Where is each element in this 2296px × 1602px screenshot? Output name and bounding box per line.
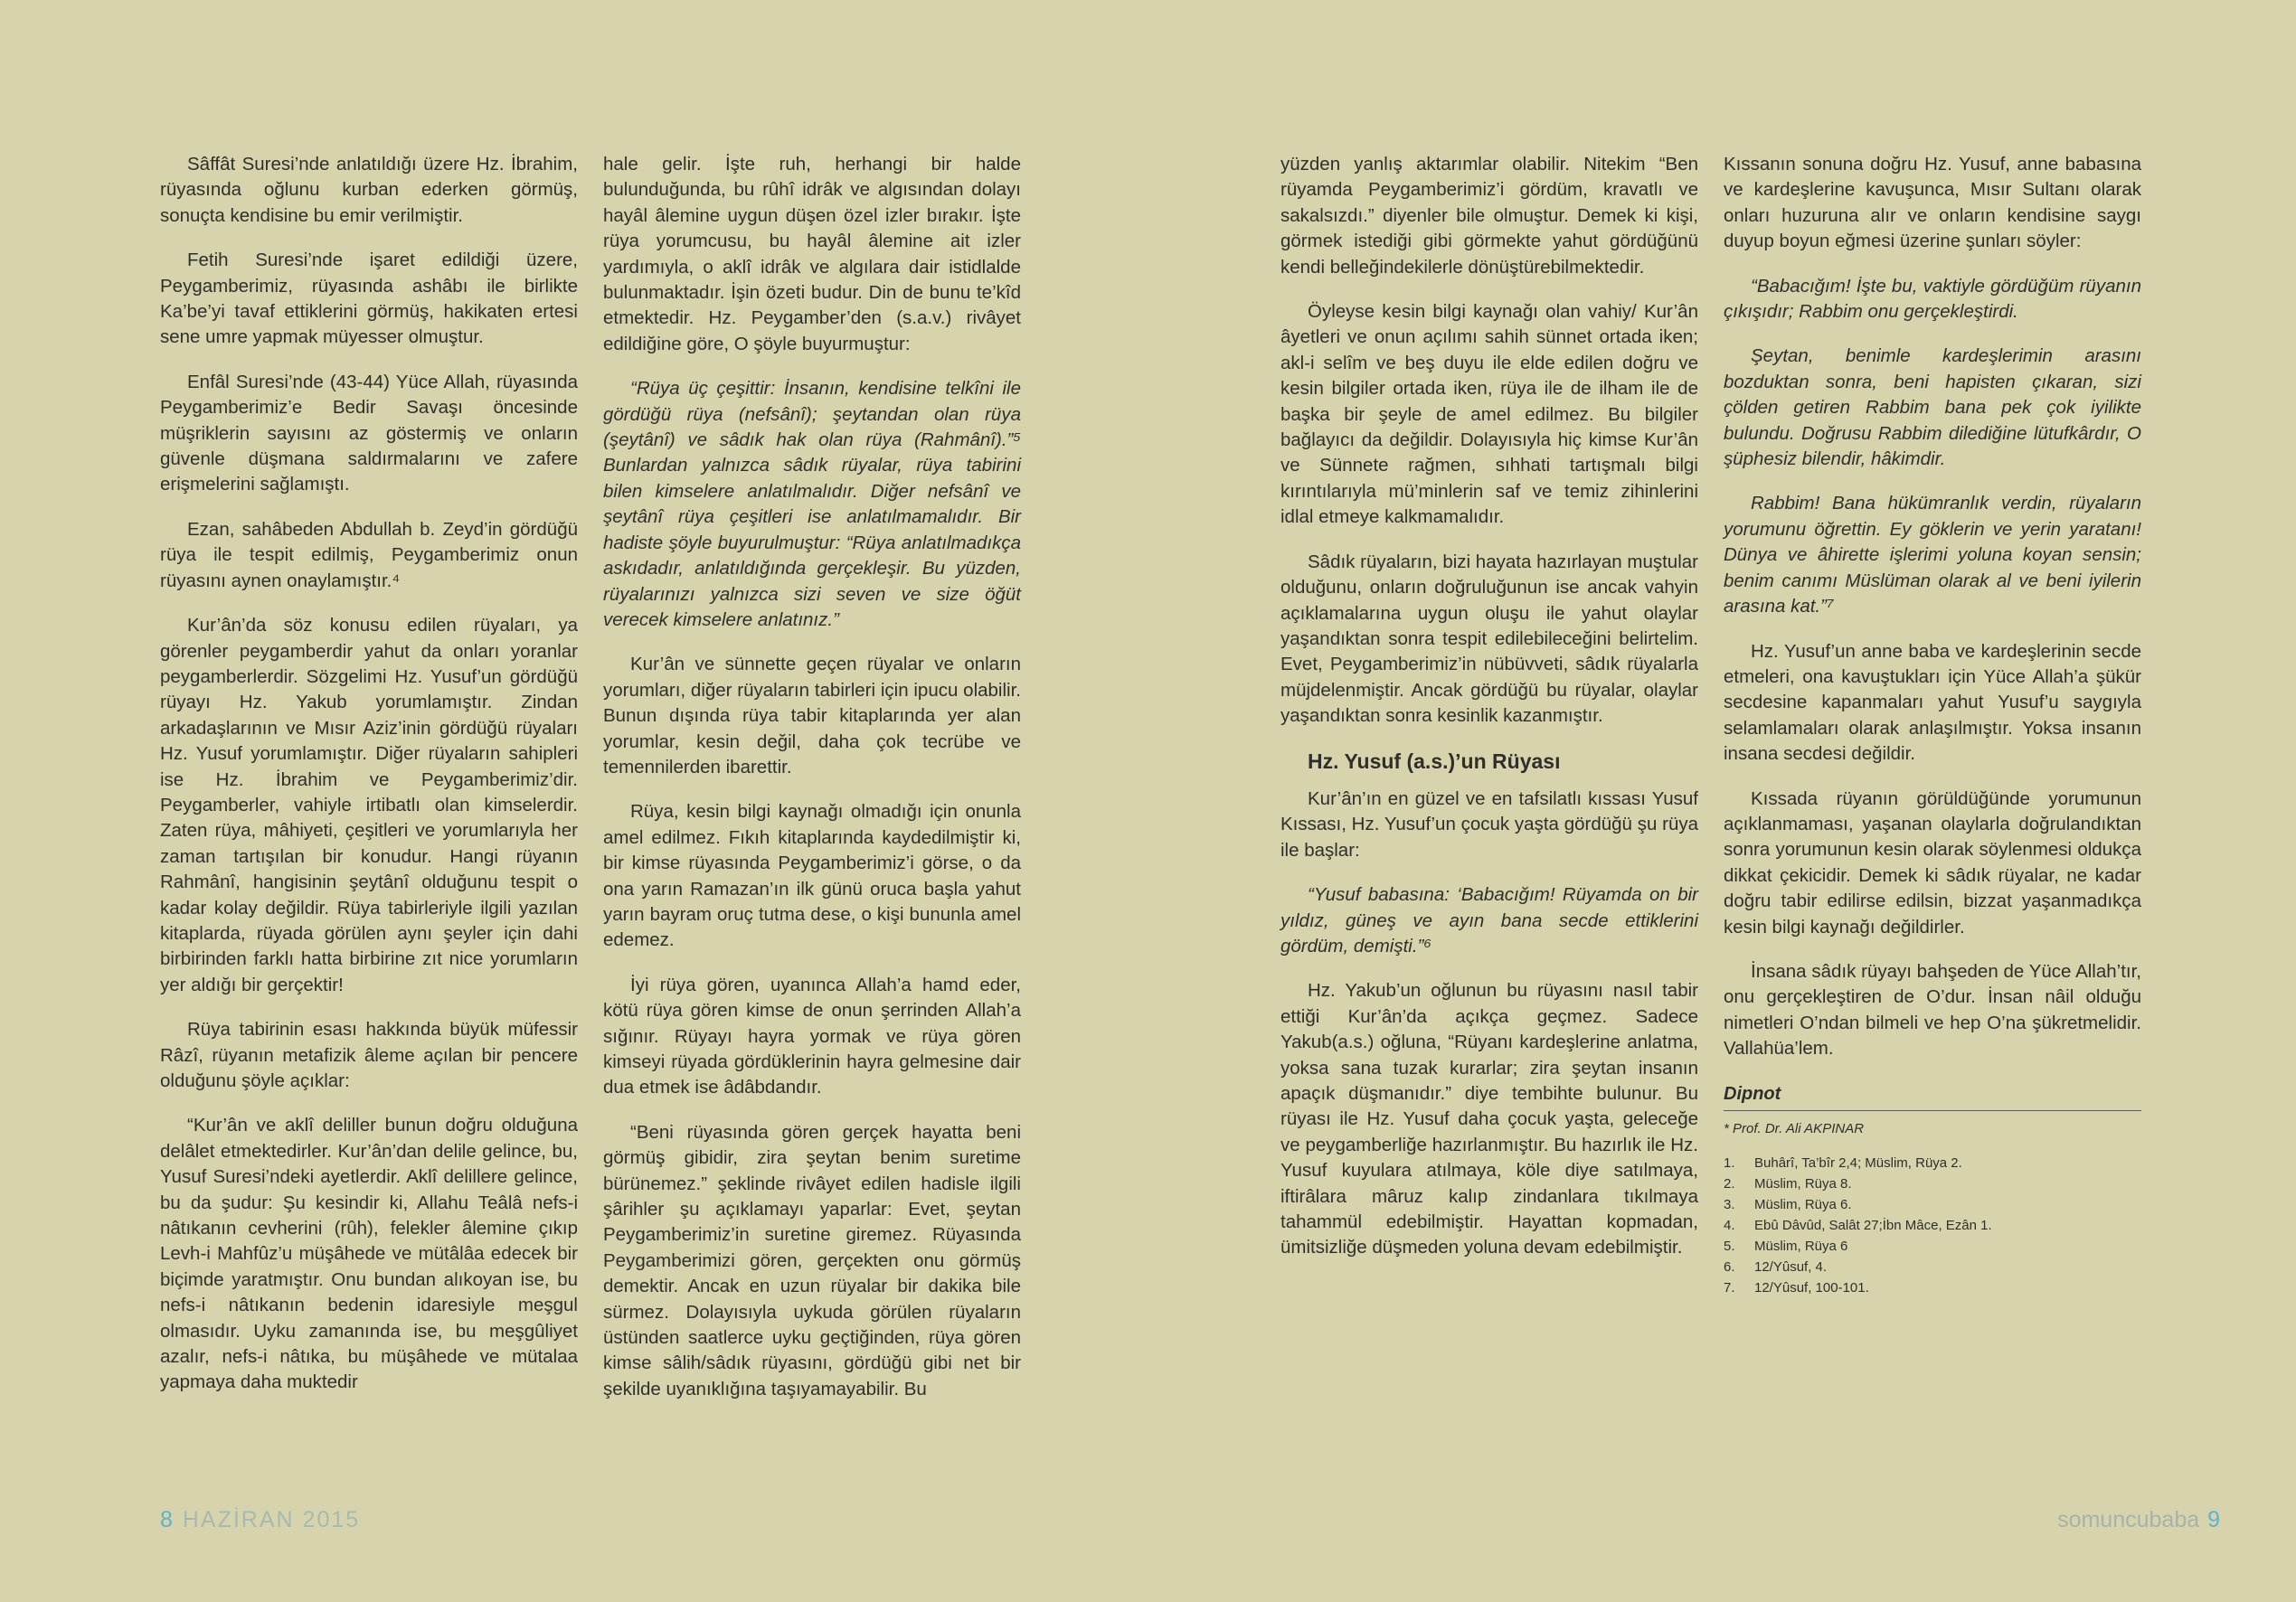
- column-4: [1724, 152, 2141, 1298]
- footnotes-divider: [1724, 1110, 2141, 1111]
- right-folio: [2057, 1507, 2222, 1533]
- left-folio: [160, 1507, 360, 1533]
- paragraph: Hz. Yakub’un oğlunun bu rüyasını nasıl tabir ettiği Kur’ân’da açıkça geçmez. Sadece Yakub(a.s.) oğluna, “Rüyanı kardeşlerine anlatma, yoksa sana tuzak kurarlar; zira şeytan insanın apaçık düşmanıdır.” diye tembihte bulunur. Bu rüyası ile Hz. Yusuf daha çocuk yaşta, geleceğe ve peygamberliğe hazırlanmıştır. Bu hazırlık ile Hz. Yusuf kuyulara atılmaya, köle diye satılmaya, iftirâlara mâruz kalıp zindanlara tıkılmaya tahammül edebilmiştir. Hayattan kopmadan, ümitsizliğe düşmeden yoluna devam edebilmiştir.: [1280, 980, 1698, 1258]
- paragraph: “Beni rüyasında gören gerçek hayatta beni görmüş gibidir, zira şeytan benim suretime bürünemez.” şeklinde rivâyet edilen hadisle ilgili şârihler şu açıklamayı yaparlar: Evet, şeytan Peygamberimiz’in suretine giremez. Rüyasında Peygamberimizi gören, gerçekten onu görmüş demektir. Ancak en uzun rüyalar bir dakika bile sürmez. Dolayısıyla uykuda görülen rüyaların üstünden saatlerce uyku geçtiğinden, rüya gören kimse sâlih/sâdık rüyasını, gördüğü gibi net bir şekilde uyanıklığına taşıyamayabilir. Bu: [603, 1121, 1021, 1399]
- paragraph: Kur’ân ve sünnette geçen rüyalar ve onların yorumları, diğer rüyaların tabirleri için ipucu olabilir. Bunun dışında rüya tabir kitaplarında yer alan yorumlar, kesin değil, daha çok tecrübe ve temennilerden ibarettir.: [603, 654, 1021, 777]
- column-3: [1280, 152, 1698, 1280]
- paragraph: İyi rüya gören, uyanınca Allah’a hamd eder, kötü rüya gören kimse de onun şerrinden Allah’a sığınır. Rüyayı hayra yormak ve rüya gören kimseyi rüyada gördüklerinin hayra gelmesine dair dua etmek ise âdâbdandır.: [603, 974, 1021, 1098]
- quote-paragraph: “Babacığım! İşte bu, vaktiyle gördüğüm rüyanın çıkışıdır; Rabbim onu gerçekleştirdi.: [1724, 275, 2141, 323]
- paragraph: yüzden yanlış aktarımlar olabilir. Nitekim “Ben rüyamda Peygamberimiz’i gördüm, kravatlı ve sakalsızdı.” diyenler bile olmuştur. Demek ki kişi, görmek istediği gibi görmekte yahut gördüğünü kendi belleğindekilerle dönüştürebilmektedir.: [1280, 154, 1698, 278]
- paragraph: Enfâl Suresi’nde (43-44) Yüce Allah, rüyasında Peygamberimiz’e Bedir Savaşı öncesinde müşriklerin sayısını az göstermiş ve onların güvenle düşmana saldırmalarını ve zafere erişmelerini sağlamıştı.: [160, 371, 578, 495]
- paragraph: Kıssada rüyanın görüldüğünde yorumunun açıklanmaması, yaşanan olaylarla doğrulandıktan sonra yorumunun kesin olarak söylenmesi oldukça dikkat çekicidir. Demek ki sâdık rüyalar, ne kadar doğru tabir edilirse edilsin, bizzat yaşanmadıkça kesin bilgi kaynağı değildirler.: [1724, 787, 2141, 938]
- quote-paragraph: “Rüya üç çeşittir: İnsanın, kendisine telkîni ile gördüğü rüya (nefsânî); şeytandan olan rüya (şeytânî) ve sâdık hak olan rüya (Rahmânî).”⁵ Bunlardan yalnızca sâdık rüyalar, rüya tabirini bilen kimselere anlatılmalıdır. Diğer nefsânî ve şeytânî rüya çeşitleri ise anlatılmamalıdır. Bir hadiste şöyle buyurulmuştur: “Rüya anlatılmadıkça askıdadır, anlatıldığında gerçekleşir. Bu yüzden, rüyalarınızı yalnızca sizi seven ve size öğüt verecek kimselere anlatınız.”: [603, 378, 1021, 630]
- footnote-item: 7. 12/Yûsuf, 100-101.: [1724, 1280, 1869, 1296]
- footnote-item: 4. Ebû Dâvûd, Salât 27;İbn Mâce, Ezân 1.: [1724, 1218, 1992, 1234]
- footnote-item: 6. 12/Yûsuf, 4.: [1724, 1259, 1828, 1276]
- paragraph: Kıssanın sonuna doğru Hz. Yusuf, anne babasına ve kardeşlerine kavuşunca, Mısır Sultanı olarak onları huzuruna alır ve onların kendisine saygı duyup boyun eğmesi üzerine şunları söyler:: [1724, 154, 2141, 252]
- paragraph: hale gelir. İşte ruh, herhangi bir halde bulunduğunda, bu rûhî idrâk ve algısından dolayı hayâl âlemine uygun düşen özel izler bırakır. İşte rüya yorumcusu, bu hayâl âlemine ait izler yardımıyla, o aklî idrâk ve algılara dair istidlalde bulunmaktadır. İşin özeti budur. Din de bunu te’kîd etmektedir. Hz. Peygamber’den (s.a.v.) rivâyet edildiğine göre, O şöyle buyurmuştur:: [603, 154, 1021, 354]
- paragraph: Sâdık rüyaların, bizi hayata hazırlayan muştular olduğunu, onların doğruluğunun ise ancak vahyin açıklamalarına uygun oluşu ile yahut olaylar yaşandıktan sonra tespit edilebileceğini belirtelim. Evet, Peygamberimiz’in nübüvveti, sâdık rüyalarla müjdelenmiştir. Ancak gördüğü bu rüyalar, olaylar yaşandıktan sonra kesinlik kazanmıştır.: [1280, 551, 1698, 727]
- column-1: [160, 152, 578, 1415]
- column-2: [603, 152, 1021, 1421]
- paragraph: Rüya tabirinin esası hakkında büyük müfessir Râzî, rüyanın metafizik âleme açılan bir pencere olduğunu şöyle açıklar:: [160, 1019, 578, 1091]
- footnote-item: 3. Müslim, Rüya 6.: [1724, 1197, 1852, 1213]
- footnotes-title: Dipnot: [1724, 1083, 1781, 1104]
- page-number: 9: [2207, 1507, 2222, 1532]
- section-heading: Hz. Yusuf (a.s.)’un Rüyası: [1308, 749, 1561, 773]
- paragraph: Fetih Suresi’nde işaret edildiği üzere, Peygamberimiz, rüyasında ashâbı ile birlikte Ka’be’yi tavaf ettiklerini görmüş, hakikaten ertesi sene umre yapmak müyesser olmuştur.: [160, 250, 578, 348]
- issue-date: HAZİRAN 2015: [182, 1507, 361, 1532]
- footnote-list: [1724, 1153, 2141, 1298]
- page-number: 8: [160, 1507, 175, 1532]
- footnote-item: 2. Müslim, Rüya 8.: [1724, 1176, 1852, 1192]
- paragraph: “Kur’ân ve aklî deliller bunun doğru olduğuna delâlet etmektedirler. Kur’ân’dan delile gelince, bu, Yusuf Suresi’ndeki ayetlerdir. Aklî delillere gelince, bu da şudur: Şu kesindir ki, Allahu Teâlâ nefs-i nâtıkanın cevherini (rûh), felekler âlemine çıkıp Levh-i Mahfûz’u müşâhede ve mütâlâa edecek bir biçimde yaratmıştır. Onu bundan alıkoyan ise, bu nefs-i nâtıkanın bedenin idaresiyle meşgul olmasıdır. Uyku zamanında ise, bu meşgûliyet azalır, nefs-i nâtıka, bu müşâhede ve mütalaa yapmaya daha muktedir: [160, 1115, 578, 1393]
- footnotes: [1724, 1081, 2141, 1299]
- footnote-item: 1. Buhârî, Ta’bîr 2,4; Müslim, Rüya 2.: [1724, 1155, 1962, 1172]
- paragraph: Kur’ân’da söz konusu edilen rüyaları, ya görenler peygamberdir yahut da onları yoranlar peygamberlerdir. Sözgelimi Hz. Yusuf’un gördüğü rüyayı Hz. Yakub yorumlamıştır. Zindan arkadaşlarının ve Mısır Aziz’inin gördüğü rüyaları Hz. Yusuf yorumlamıştır. Diğer rüyaların sahipleri ise Hz. İbrahim ve Peygamberimiz’dir. Peygamberler, vahiyle irtibatlı olan kimselerdir. Zaten rüya, mâhiyeti, çeşitleri ve yorumlarıyla her zaman tartışılan bir konudur. Hangi rüyanın Rahmânî, hangisinin şeytânî olduğunu tespit o kadar kolay değildir. Rüya tabirleriyle ilgili yazılan kitaplarda, rüyada görülen aynı şeyler için dahi birbirinden farklı hatta birbirine zıt nice yorumların yer aldığı bir gerçektir!: [160, 615, 578, 995]
- paragraph: Ezan, sahâbeden Abdullah b. Zeyd’in gördüğü rüya ile tespit edilmiş, Peygamberimiz onun rüyasını aynen onaylamıştır.⁴: [160, 518, 578, 591]
- paragraph: Kur’ân’ın en güzel ve en tafsilatlı kıssası Yusuf Kıssası, Hz. Yusuf’un çocuk yaşta gördüğü şu rüya ile başlar:: [1280, 787, 1698, 861]
- paragraph: Hz. Yusuf’un anne baba ve kardeşlerinin secde etmeleri, ona kavuştukları için Yüce Allah’a şükür secdesine kapanmaları yahut Yusuf’u saygıyla selamlamaları olarak anlaşılmıştır. Yoksa insanın insana secdesi değildir.: [1724, 640, 2141, 765]
- footnote-item: 5. Müslim, Rüya 6: [1724, 1239, 1848, 1255]
- paragraph: İnsana sâdık rüyayı bahşeden de Yüce Allah’tır, onu gerçekleştiren de O’dur. İnsan nâil olduğu nimetleri O’ndan bilmeli ve hep O’na şükretmelidir. Vallahüa’lem.: [1724, 960, 2141, 1060]
- quote-paragraph: “Yusuf babasına: ‘Babacığım! Rüyamda on bir yıldız, güneş ve ayın bana secde ettiklerini gördüm, demişti.”⁶: [1280, 884, 1698, 956]
- paragraph: Öyleyse kesin bilgi kaynağı olan vahiy/ Kur’ân âyetleri ve onun açılımı sahih sünnet ortada iken; akl-i selîm ve beş duyu ile elde edilen doğru ve kesin bilgiler ortada iken, rüya ile de ilham ile de başka bir şeyle de amel edilmez. Bu bilgiler bağlayıcı da değildir. Dolayısıyla hiç kimse Kur’ân ve Sünnete rağmen, sıhhati tartışmalı bilgi kırıntılarıyla mü’minlerin saf ve temiz zihinlerini idlal etmeye kalkmamalıdır.: [1280, 301, 1698, 528]
- quote-paragraph: Rabbim! Bana hükümranlık verdin, rüyaların yorumunu öğrettin. Ey göklerin ve yerin yaratanı! Dünya ve âhirette işlerimi yoluna koyan sensin; benim canımı Müslüman olarak al ve beni iyilerin arasına kat.”⁷: [1724, 493, 2141, 617]
- magazine-logo: somuncubaba: [2057, 1507, 2200, 1532]
- paragraph: Sâffât Suresi’nde anlatıldığı üzere Hz. İbrahim, rüyasında oğlunu kurban ederken görmüş, sonuçta kendisine bu emir verilmiştir.: [160, 154, 578, 226]
- quote-paragraph: Şeytan, benimle kardeşlerimin arasını bozduktan sonra, beni hapisten çıkaran, sizi çölden getiren Rabbim bana pek çok iyilikte bulundu. Doğrusu Rabbim dilediğine lütufkârdır, O şüphesiz bilendir, hâkimdir.: [1724, 345, 2141, 470]
- paragraph: Rüya, kesin bilgi kaynağı olmadığı için onunla amel edilmez. Fıkıh kitaplarında kaydedilmiştir ki, bir kimse rüyasında Peygamberimiz’i görse, o da ona yarın Ramazan’ın ilk günü oruca başla yahut yarın bayram oruç tutma dese, o kişi bununla amel edemez.: [603, 801, 1021, 951]
- author-note: * Prof. Dr. Ali AKPINAR: [1724, 1121, 1865, 1136]
